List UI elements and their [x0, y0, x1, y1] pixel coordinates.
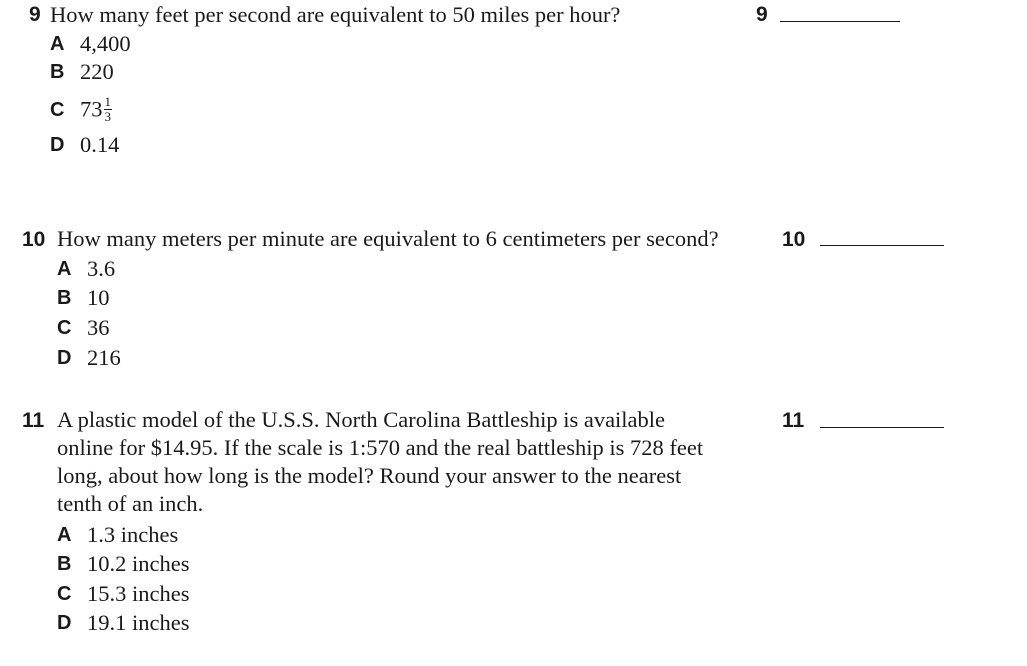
choice-letter: A [50, 33, 65, 55]
answer-label: 9 [756, 3, 768, 26]
question-number: 9 [29, 3, 41, 26]
question-text-line: tenth of an inch. [57, 491, 204, 516]
question-number: 11 [22, 409, 45, 432]
question-number: 10 [22, 228, 46, 251]
choice-letter: A [57, 524, 72, 546]
choice-value: 3.6 [87, 256, 116, 281]
choice-value: 10.2 inches [87, 551, 190, 576]
choice-b[interactable] [50, 59, 114, 85]
question-text-line: How many meters per minute are equivalent to 6 centimeters per second? [57, 226, 719, 251]
choice-letter: A [57, 258, 72, 280]
choice-value: 19.1 inches [87, 610, 190, 635]
answer-label: 10 [782, 228, 806, 251]
fraction-denominator: 3 [104, 109, 111, 124]
choice-c[interactable] [57, 581, 189, 607]
choice-letter: D [57, 612, 72, 634]
answer-label: 11 [782, 409, 805, 432]
choice-value: 36 [87, 315, 110, 340]
choice-value: 220 [80, 59, 114, 84]
choice-a[interactable] [50, 31, 131, 57]
choice-b[interactable] [57, 551, 189, 577]
choice-c[interactable] [50, 94, 112, 124]
answer-blank[interactable] [820, 245, 944, 246]
choice-value: 73 [80, 96, 103, 122]
answer-blank[interactable] [780, 21, 900, 22]
choice-value: 1.3 inches [87, 522, 179, 547]
question-text-line: How many feet per second are equivalent to 50 miles per hour? [50, 2, 621, 27]
choice-value: 15.3 inches [87, 581, 190, 606]
choice-a[interactable] [57, 522, 178, 548]
choice-c[interactable] [57, 315, 110, 341]
choice-d[interactable] [50, 132, 119, 158]
choice-a[interactable] [57, 256, 115, 282]
answer-blank[interactable] [820, 427, 944, 428]
choice-letter: B [57, 553, 72, 575]
choice-letter: B [50, 61, 65, 83]
choice-d[interactable] [57, 610, 189, 636]
question-text-line: long, about how long is the model? Round your answer to the nearest [57, 463, 682, 488]
fraction [104, 95, 113, 124]
choice-letter: D [50, 134, 65, 156]
choice-value: 216 [87, 345, 121, 370]
choice-b[interactable] [57, 285, 110, 311]
choice-letter: C [50, 98, 65, 121]
choice-value: 0.14 [80, 132, 120, 157]
choice-letter: D [57, 347, 72, 369]
choice-value: 4,400 [80, 31, 131, 56]
fraction-numerator: 1 [104, 94, 111, 109]
question-text-line: A plastic model of the U.S.S. North Carolina Battleship is available [57, 407, 666, 432]
question-text-line: online for $14.95. If the scale is 1:570 and the real battleship is 728 feet [57, 435, 704, 460]
choice-value: 10 [87, 285, 110, 310]
choice-letter: B [57, 287, 72, 309]
choice-letter: C [57, 317, 72, 339]
choice-d[interactable] [57, 345, 121, 371]
choice-letter: C [57, 583, 72, 605]
